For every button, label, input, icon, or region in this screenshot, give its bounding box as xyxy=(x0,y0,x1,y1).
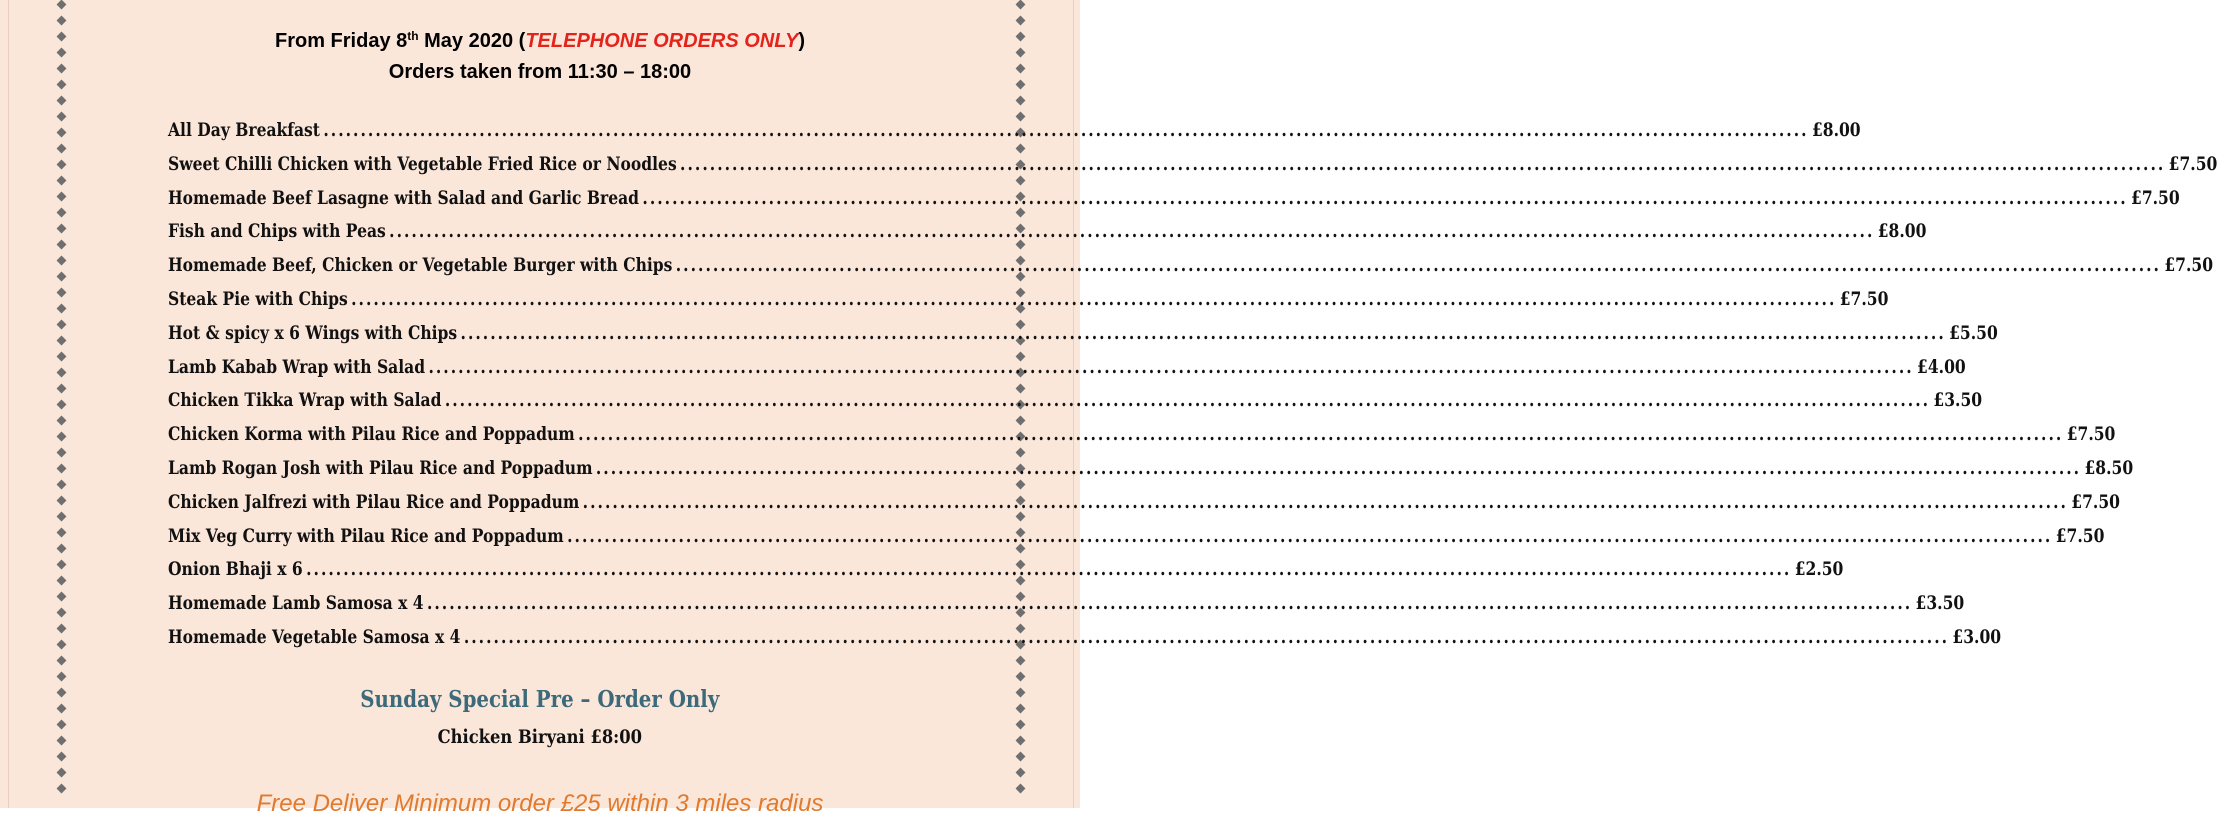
diamond-border-icon xyxy=(56,623,66,633)
diamond-border-icon xyxy=(56,351,66,361)
diamond-border-icon xyxy=(56,495,66,505)
diamond-border-icon xyxy=(56,159,66,169)
menu-item-name: Hot & spicy x 6 Wings with Chips xyxy=(168,322,458,344)
diamond-border-icon xyxy=(1015,15,1025,25)
menu-item-leader-dots: ........................................................................................................................................................................................................ xyxy=(323,120,1809,141)
menu-item xyxy=(168,486,2120,520)
menu-item xyxy=(168,249,2214,283)
sunday-special-item xyxy=(0,726,1080,748)
menu-item-leader-dots: ........................................................................................................................................................................................................ xyxy=(428,356,1914,378)
menu-item-price: £5.50 xyxy=(1949,322,1998,344)
menu-item xyxy=(168,114,1861,148)
diamond-border-icon xyxy=(56,143,66,153)
menu-item-name: Chicken Korma with Pilau Rice and Poppadum xyxy=(168,424,575,446)
delivery-note: Free Deliver Minimum order £25 within 3 miles radius xyxy=(256,790,824,817)
diamond-border-icon xyxy=(56,399,66,409)
menu-item-price: £2.50 xyxy=(1794,559,1844,581)
diamond-border-icon xyxy=(56,607,66,617)
menu-item-leader-dots: ........................................................................................................................................................................................................ xyxy=(675,255,2161,277)
menu-item-leader-dots: ........................................................................................................................................................................................................ xyxy=(426,593,1913,615)
menu-item-name: Onion Bhaji x 6 xyxy=(168,559,303,581)
menu-list xyxy=(168,114,2217,655)
menu-item-leader-dots: ........................................................................................................................................................................................................ xyxy=(463,626,1950,648)
diamond-border-icon xyxy=(56,223,66,233)
diamond-border-icon xyxy=(56,431,66,441)
diamond-border-icon xyxy=(56,255,66,265)
menu-item-price: £7.50 xyxy=(2168,153,2217,175)
diamond-border-icon xyxy=(56,447,66,457)
sunday-special-title xyxy=(0,686,1080,713)
menu-item xyxy=(168,587,1965,621)
diamond-border-icon xyxy=(56,207,66,217)
diamond-border-icon xyxy=(56,463,66,473)
menu-item xyxy=(168,384,1983,418)
header-date-line xyxy=(0,30,1080,53)
menu-item xyxy=(168,317,1998,351)
header-date-prefix: From Friday 8 xyxy=(275,30,408,52)
diamond-border-icon xyxy=(56,655,66,665)
menu-item-price: £3.50 xyxy=(1933,390,1983,412)
menu-item-name: Lamb Rogan Josh with Pilau Rice and Poppadum xyxy=(168,457,593,479)
diamond-border-icon xyxy=(56,479,66,489)
diamond-border-icon xyxy=(56,111,66,121)
diamond-border-icon xyxy=(56,175,66,185)
header-hours-line: Orders taken from 11:30 – 18:00 xyxy=(388,61,692,83)
diamond-border-icon xyxy=(56,0,66,9)
menu-item-name: Chicken Jalfrezi with Pilau Rice and Poppadum xyxy=(168,491,580,513)
menu-item-price: £8.50 xyxy=(2084,457,2134,479)
menu-item-leader-dots: ........................................................................................................................................................................................................ xyxy=(578,424,2064,446)
menu-item-price: £7.50 xyxy=(2055,525,2105,547)
header-date-mid: May 2020 ( xyxy=(418,30,526,52)
menu-item-name: Homemade Beef, Chicken or Vegetable Burger with Chips xyxy=(168,255,673,277)
menu-item-leader-dots: ........................................................................................................................................................................................................ xyxy=(642,187,2128,209)
diamond-border-icon xyxy=(56,239,66,249)
menu-item-name: All Day Breakfast xyxy=(168,120,320,141)
menu-item-leader-dots: ........................................................................................................................................................................................................ xyxy=(444,390,1931,412)
menu-item-name: Homemade Lamb Samosa x 4 xyxy=(168,593,424,615)
menu-item xyxy=(168,215,1927,249)
diamond-border-icon xyxy=(56,591,66,601)
menu-item-name: Fish and Chips with Peas xyxy=(168,221,386,243)
menu-item-leader-dots: ........................................................................................................................................................................................................ xyxy=(582,491,2068,513)
menu-item xyxy=(168,452,2134,486)
diamond-border-icon xyxy=(1015,0,1025,9)
diamond-border-icon xyxy=(1015,767,1025,777)
diamond-border-icon xyxy=(56,639,66,649)
menu-item-price: £4.00 xyxy=(1917,356,1966,378)
menu-item-name: Homemade Vegetable Samosa x 4 xyxy=(168,626,461,648)
menu-item-price: £8.00 xyxy=(1811,120,1861,141)
menu-item-leader-dots: ........................................................................................................................................................................................................ xyxy=(351,288,1837,310)
menu-item xyxy=(168,148,2217,182)
menu-item-name: Lamb Kabab Wrap with Salad xyxy=(168,356,426,378)
menu-item-name: Chicken Tikka Wrap with Salad xyxy=(168,390,442,412)
diamond-border-icon xyxy=(1015,95,1025,105)
diamond-border-icon xyxy=(56,559,66,569)
sunday-special-item-text: Chicken Biryani £8:00 xyxy=(437,726,643,748)
menu-item-price: £7.50 xyxy=(2071,491,2120,513)
diamond-border-icon xyxy=(56,287,66,297)
diamond-border-icon xyxy=(1015,671,1025,681)
diamond-border-icon xyxy=(1015,751,1025,761)
menu-item-leader-dots: ........................................................................................................................................................................................................ xyxy=(595,457,2082,479)
diamond-border-icon xyxy=(1015,655,1025,665)
menu-item-name: Sweet Chilli Chicken with Vegetable Fried Rice or Noodles xyxy=(168,153,677,175)
menu-item-name: Steak Pie with Chips xyxy=(168,288,348,310)
menu-item-price: £7.50 xyxy=(1839,288,1889,310)
diamond-border-icon xyxy=(56,319,66,329)
diamond-border-icon xyxy=(56,335,66,345)
diamond-border-icon xyxy=(56,527,66,537)
diamond-border-icon xyxy=(56,127,66,137)
sunday-special-title-text: Sunday Special Pre – Order Only xyxy=(360,686,720,713)
menu-item-leader-dots: ........................................................................................................................................................................................................ xyxy=(460,322,1946,344)
diamond-border-icon xyxy=(56,543,66,553)
menu-item-leader-dots: ........................................................................................................................................................................................................ xyxy=(306,559,1792,581)
diamond-border-icon xyxy=(56,15,66,25)
menu-item-name: Mix Veg Curry with Pilau Rice and Poppadum xyxy=(168,525,564,547)
diamond-border-icon xyxy=(56,575,66,585)
menu-item xyxy=(168,351,1966,385)
diamond-border-icon xyxy=(56,303,66,313)
telephone-orders-only-label: TELEPHONE ORDERS ONLY xyxy=(525,30,799,52)
menu-item xyxy=(168,182,2180,216)
diamond-border-icon xyxy=(56,191,66,201)
diamond-border-icon xyxy=(56,511,66,521)
header-date-suffix: ) xyxy=(798,30,805,52)
diamond-border-icon xyxy=(56,367,66,377)
diamond-border-icon xyxy=(56,767,66,777)
menu-item-leader-dots: ........................................................................................................................................................................................................ xyxy=(389,221,1875,243)
diamond-border-icon xyxy=(56,751,66,761)
menu-item xyxy=(168,418,2116,452)
diamond-border-icon xyxy=(56,415,66,425)
diamond-border-icon xyxy=(56,671,66,681)
menu-item xyxy=(168,553,1844,587)
diamond-border-icon xyxy=(56,271,66,281)
menu-item-price: £7.50 xyxy=(2066,424,2116,446)
menu-item-name: Homemade Beef Lasagne with Salad and Garlic Bread xyxy=(168,187,640,209)
menu-item xyxy=(168,283,1889,317)
menu-item-price: £3.00 xyxy=(1952,626,2002,648)
menu-item xyxy=(168,621,2002,655)
menu-item xyxy=(168,520,2105,554)
menu-item-price: £7.50 xyxy=(2131,187,2180,209)
header-date-superscript: th xyxy=(407,29,419,43)
diamond-border-icon xyxy=(56,383,66,393)
menu-item-leader-dots: ........................................................................................................................................................................................................ xyxy=(680,153,2166,175)
diamond-border-icon xyxy=(56,95,66,105)
menu-item-price: £7.50 xyxy=(2164,255,2214,277)
menu-item-price: £8.00 xyxy=(1877,221,1927,243)
menu-item-leader-dots: ........................................................................................................................................................................................................ xyxy=(567,525,2053,547)
menu-item-price: £3.50 xyxy=(1915,593,1965,615)
